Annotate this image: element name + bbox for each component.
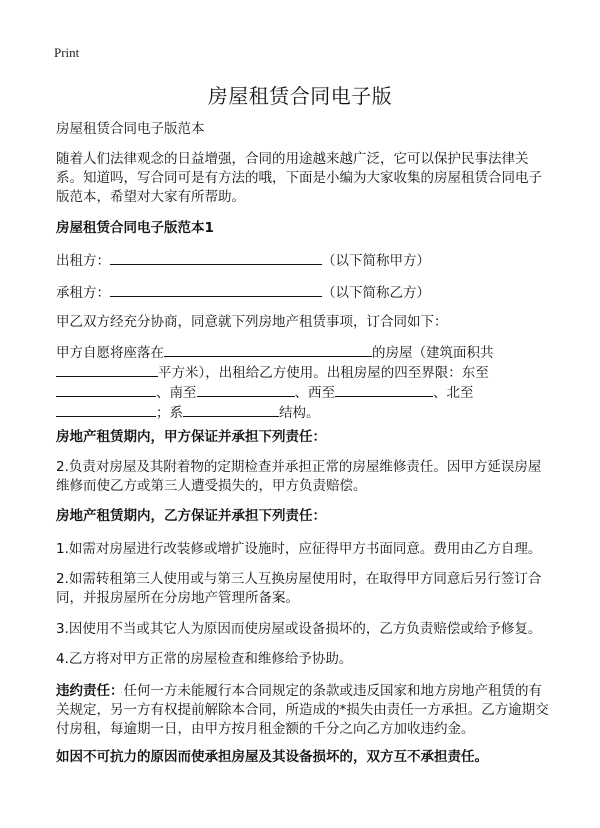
lessee-line: [56, 283, 550, 303]
agreement-paragraph: 甲乙双方经充分协商，同意就下列房地产租赁事项，订合同如下：: [56, 314, 448, 330]
section-heading: 房屋租赁合同电子版范本1: [56, 220, 214, 236]
lessor-duty-2: 2.负责对房屋及其附着物的定期检查并承担正常的房屋维修责任。因甲方延误房屋维修而使乙方或第三人遭受损失的，甲方负责赔偿。: [56, 459, 542, 494]
location-text-1: 甲方自愿将座落在: [56, 345, 164, 361]
lessee-duty-3: 3.因使用不当或其它人为原因而使房屋或设备损坏的，乙方负责赔偿或给予修复。: [56, 621, 542, 637]
location-text-3: 平方米），出租给乙方使用。出租房屋的四至界限：东至: [158, 365, 489, 381]
lessor-label: 出租方：: [56, 253, 110, 269]
location-text-2: 的房屋（建筑面积共: [372, 345, 494, 361]
page-title: 房屋租赁合同电子版: [207, 84, 393, 108]
north-blank: [56, 403, 156, 417]
location-line-4: [56, 403, 550, 423]
lessor-suffix: （以下简称甲方）: [322, 253, 430, 269]
area-blank: [56, 363, 158, 377]
west-blank: [335, 383, 433, 397]
lessee-duty-1: 1.如需对房屋进行改装修或增扩设施时，应征得甲方书面同意。费用由乙方自理。: [56, 541, 542, 557]
print-link[interactable]: Print: [54, 45, 80, 60]
breach-paragraph: [56, 682, 550, 739]
location-text-5: 、西至: [294, 385, 335, 401]
lessee-label: 承租方：: [56, 285, 110, 301]
location-text-4: 、南至: [156, 385, 197, 401]
location-paragraph: [56, 343, 550, 423]
location-line-3: [56, 383, 550, 403]
location-text-8: 结构。: [279, 405, 320, 421]
lessee-duty-2: 2.如需转租第三人使用或与第三人互换房屋使用时，在取得甲方同意后另行签订合同，并报房屋所在分房地产管理所备案。: [56, 571, 542, 606]
lessee-suffix: （以下简称乙方）: [322, 285, 430, 301]
lessor-blank: [110, 251, 322, 265]
lessor-duty-heading: 房地产租赁期内，甲方保证并承担下列责任：: [56, 429, 326, 445]
lessee-duty-heading: 房地产租赁期内，乙方保证并承担下列责任：: [56, 508, 326, 524]
lessee-blank: [110, 283, 322, 297]
location-line-2: [56, 363, 550, 383]
address-blank: [164, 343, 372, 357]
location-text-7: ；系: [156, 405, 183, 421]
breach-label: 违约责任：: [56, 683, 124, 699]
force-majeure-paragraph: 如因不可抗力的原因而使承担房屋及其设备损坏的，双方互不承担责任。: [56, 749, 488, 765]
breach-text: 任何一方未能履行本合同规定的条款或违反国家和地方房地产租赁的有关规定，另一方有权提前解除本合同，所造成的*损失由责任一方承担。乙方逾期交付房租，每逾期一日，由甲方按月租金额的千分之向乙方加收违约金。: [56, 683, 549, 737]
location-text-6: 、北至: [433, 385, 474, 401]
lessor-line: [56, 251, 550, 271]
east-blank: [56, 383, 156, 397]
south-blank: [197, 383, 295, 397]
location-line-1: [56, 343, 550, 363]
structure-blank: [183, 403, 279, 417]
intro-paragraph: 随着人们法律观念的日益增强，合同的用途越来越广泛，它可以保护民事法律关系。知道吗，写合同可是有方法的哦，下面是小编为大家收集的房屋租赁合同电子版范本，希望对大家有所帮助。: [56, 151, 542, 205]
lessee-duty-4: 4.乙方将对甲方正常的房屋检查和维修给予协助。: [56, 651, 353, 667]
document-subtitle: 房屋租赁合同电子版范本: [56, 121, 205, 137]
